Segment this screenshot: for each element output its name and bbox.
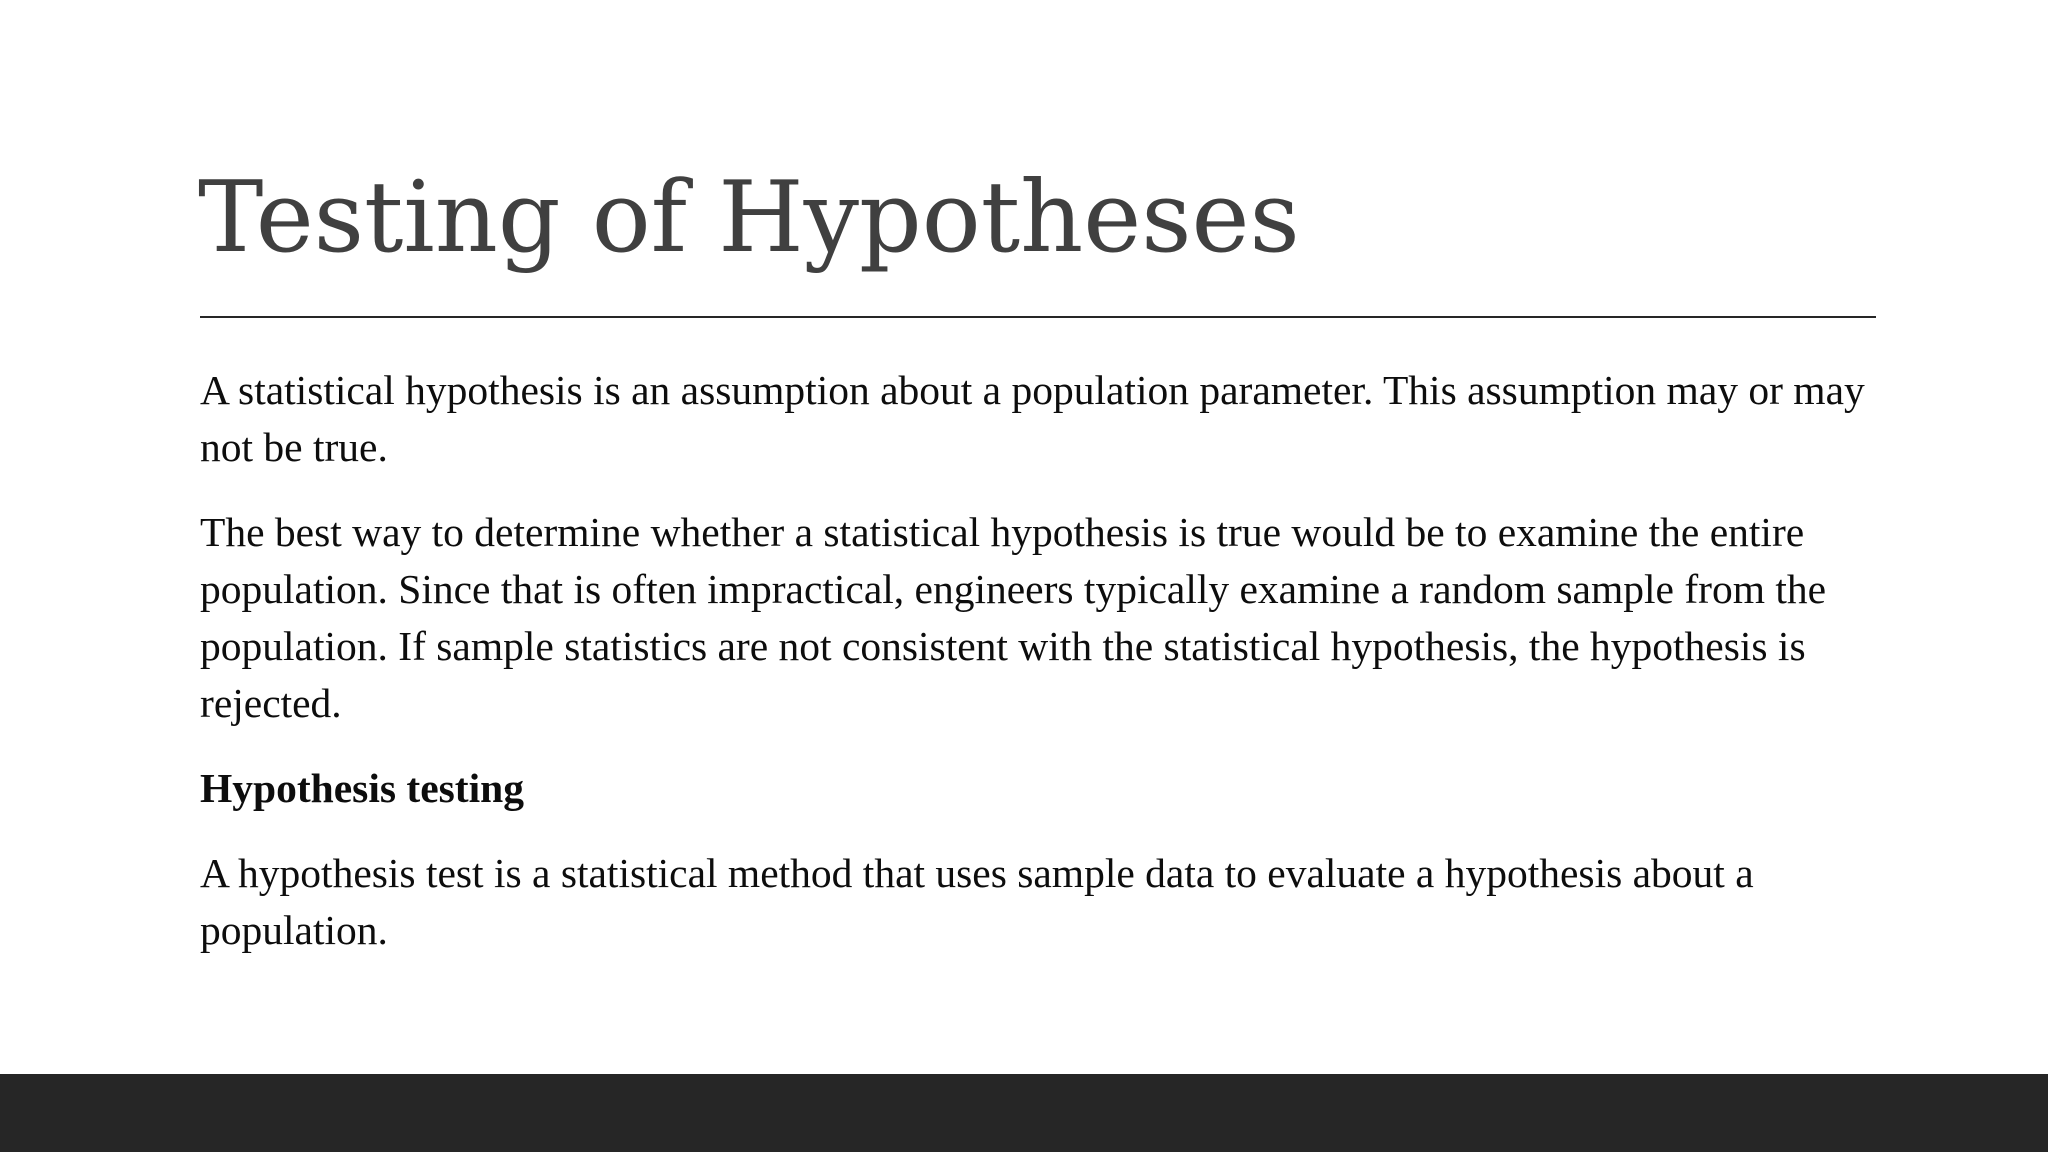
paragraph-sampling: The best way to determine whether a statistical hypothesis is true would be to examine the entire population. Since that is often impractical, engineers typically examine a random sample from the population. If sample statistics are not consistent with the statistical hypothesis, the hypothesis is rejected. [200, 509, 1827, 726]
subheading-hypothesis-testing: Hypothesis testing [200, 765, 524, 811]
title-divider [200, 316, 1876, 318]
slide-title: Testing of Hypotheses [198, 161, 1300, 275]
paragraph-hypothesis-test: A hypothesis test is a statistical method that uses sample data to evaluate a hypothesis about a population. [200, 850, 1754, 953]
paragraph-definition: A statistical hypothesis is an assumption about a population parameter. This assumption may or may not be true. [200, 367, 1865, 470]
footer-bar [0, 1074, 2048, 1152]
slide-body [200, 362, 1890, 987]
